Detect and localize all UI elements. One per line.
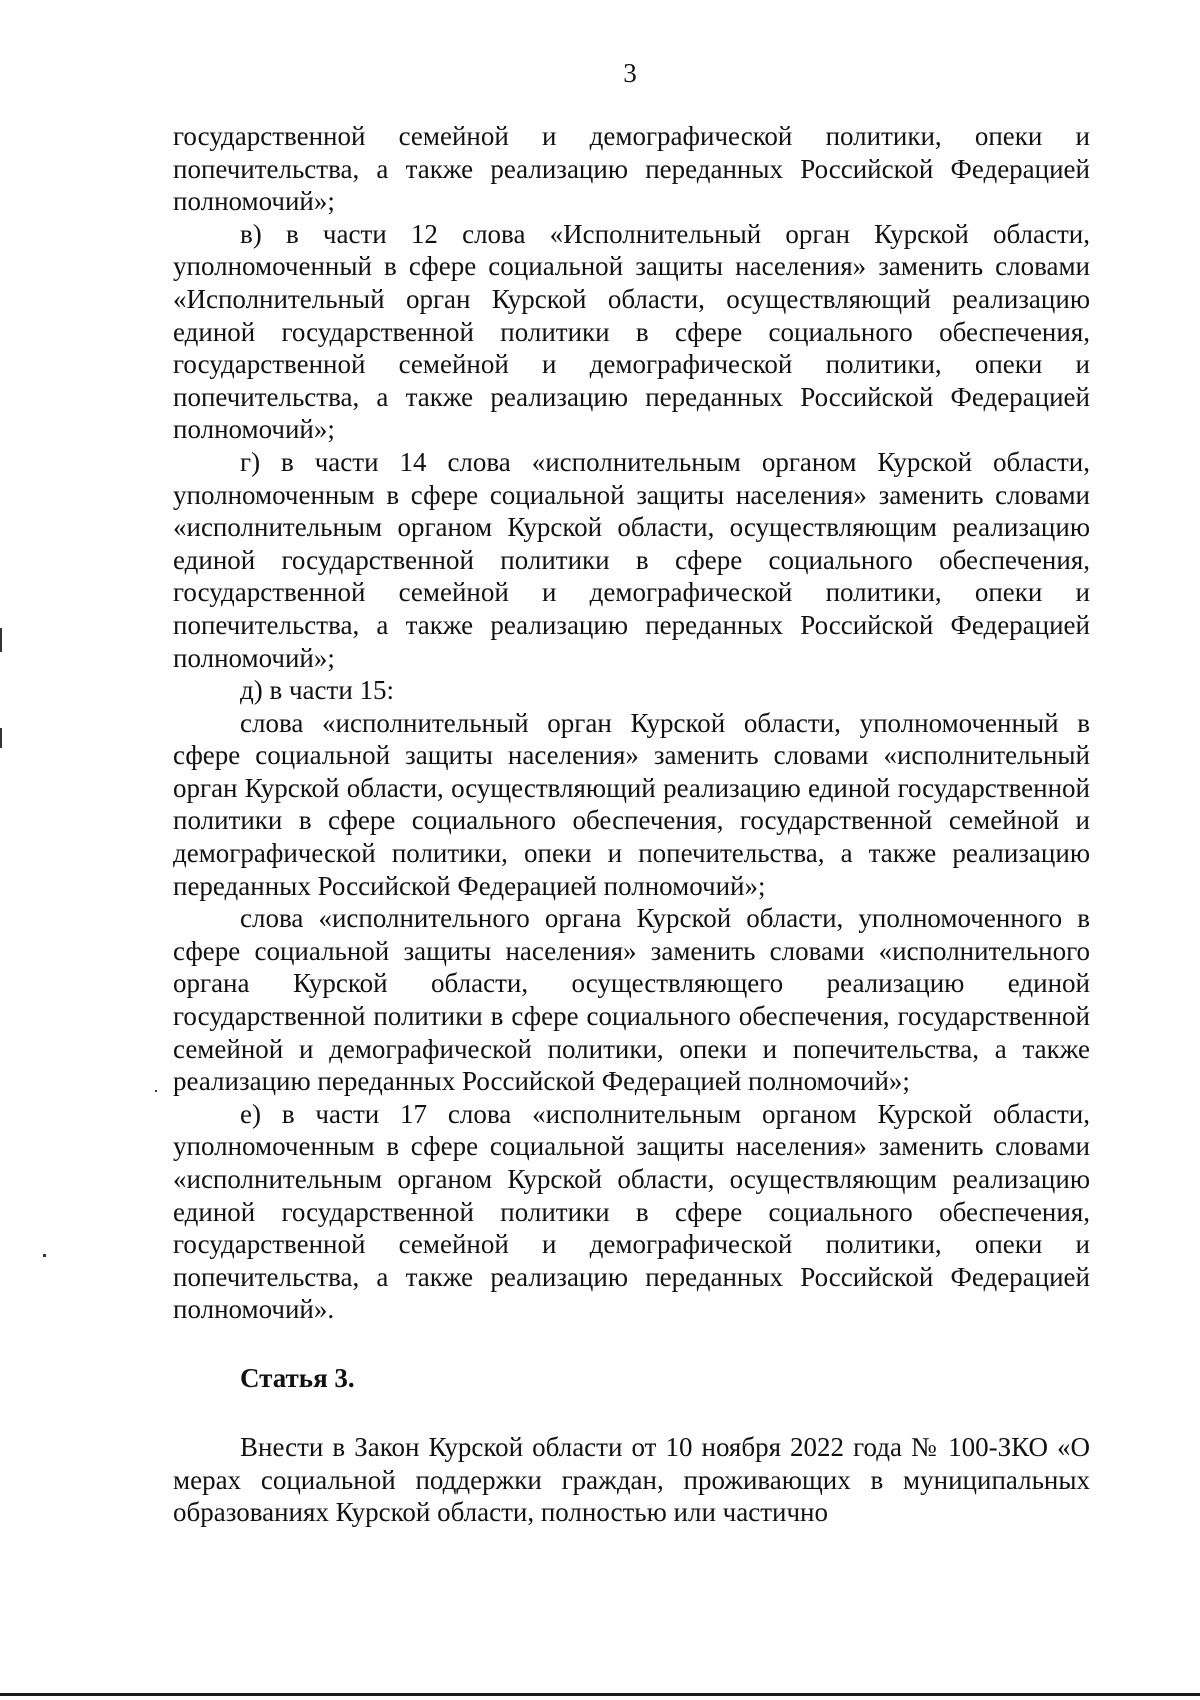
article-text: Внести в Закон Курской области от 10 ноября 2022 года № 100-ЗКО «О мерах социальной поддержки граждан, проживающих в муниципальных образованиях Курской области, полностью или частично	[173, 1431, 1090, 1528]
page-number: 3	[623, 58, 637, 88]
document-body	[173, 120, 1090, 1529]
paragraph-item-d-sub2: слова «исполнительного органа Курской области, уполномоченного в сфере социальной защиты населения» заменить словами «исполнительного органа Курской области, осуществляющего реализацию единой государственной политики в сфере социального обеспечения, государственной семейной и демографической политики, опеки и попечительства, а также реализацию переданных Российской Федерацией полномочий»;	[173, 903, 1090, 1097]
paragraph-item-e: е) в части 17 слова «исполнительным органом Курской области, уполномоченным в сфере социальной защиты населения» заменить словами «исполнительным органом Курской области, осуществляющим реализацию единой государственной политики в сфере социального обеспечения, государственной семейной и демографической политики, опеки и попечительства, а также реализацию переданных Российской Федерацией полномочий».	[173, 1098, 1090, 1325]
article-heading: Статья 3.	[240, 1362, 355, 1393]
paragraph-continuation: государственной семейной и демографической политики, опеки и попечительства, а также реализацию переданных Российской Федерацией полномочий»;	[173, 121, 1090, 217]
scan-mark-left-2	[0, 728, 2, 748]
scan-mark-left-1	[0, 628, 2, 652]
scan-dot-1	[155, 1090, 157, 1092]
paragraph-item-v: в) в части 12 слова «Исполнительный орган Курской области, уполномоченный в сфере социальной защиты населения» заменить словами «Исполнительный орган Курской области, осуществляющий реализацию единой государственной политики в сфере социального обеспечения, государственной семейной и демографической политики, опеки и попечительства, а также реализацию переданных Российской Федерацией полномочий»;	[173, 218, 1090, 445]
paragraph-item-g: г) в части 14 слова «исполнительным органом Курской области, уполномоченным в сфере социальной защиты населения» заменить словами «исполнительным органом Курской области, осуществляющим реализацию единой государственной политики в сфере социального обеспечения, государственной семейной и демографической политики, опеки и попечительства, а также реализацию переданных Российской Федерацией полномочий»;	[173, 446, 1090, 673]
paragraph-item-d-sub1: слова «исполнительный орган Курской области, уполномоченный в сфере социальной защиты населения» заменить словами «исполнительный орган Курской области, осуществляющий реализацию единой государственной политики в сфере социального обеспечения, государственной семейной и демографической политики, опеки и попечительства, а также реализацию переданных Российской Федерацией полномочий»;	[173, 707, 1090, 901]
paragraph-item-d: д) в части 15:	[240, 675, 395, 706]
scan-bottom-line	[0, 1693, 1200, 1696]
scan-dot-2	[43, 1254, 46, 1257]
